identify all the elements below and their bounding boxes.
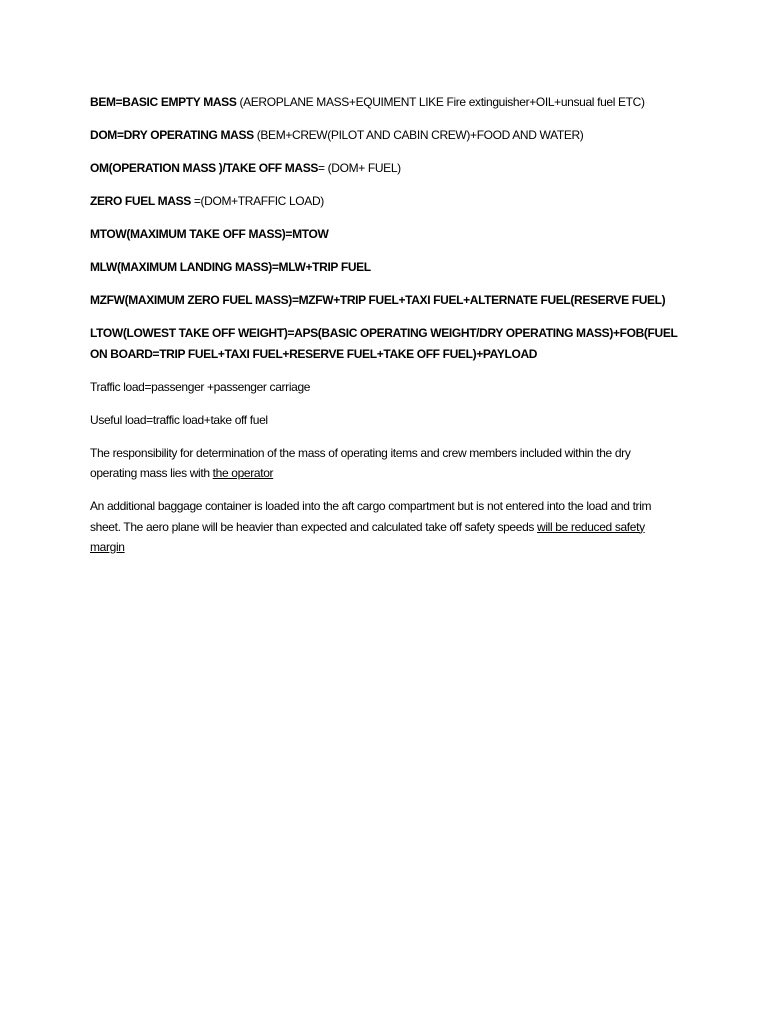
definition-term: MLW(MAXIMUM LANDING MASS)=MLW+TRIP FUEL: [90, 260, 371, 274]
definition-detail: (BEM+CREW(PILOT AND CABIN CREW)+FOOD AND WATER): [253, 128, 584, 142]
definition-dom: [90, 125, 680, 146]
definition-detail: =(DOM+TRAFFIC LOAD): [190, 194, 324, 208]
note-baggage: [90, 496, 680, 558]
definition-term: ZERO FUEL MASS: [90, 194, 191, 208]
definition-term: LTOW(LOWEST TAKE OFF WEIGHT)=APS(BASIC OPERATING WEIGHT/DRY OPERATING MASS)+FOB(FUEL ON BOARD=TRIP FUEL+TAXI FUEL+RESERVE FUEL+TAKE OFF FUEL)+PAYLOAD: [90, 326, 678, 361]
definition-term: OM(OPERATION MASS )/TAKE OFF MASS: [90, 161, 318, 175]
definition-zfm: [90, 191, 680, 212]
definition-mlw: [90, 257, 680, 278]
note-text: The responsibility for determination of the mass of operating items and crew members included within the dry operating mass lies with: [90, 445, 631, 480]
definition-term: DOM=DRY OPERATING MASS: [90, 128, 254, 142]
note-text: An additional baggage container is loaded into the aft cargo compartment but is not entered into the load and trim sheet. The aero plane will be heavier than expected and calculated take off safety speeds: [90, 499, 652, 534]
note-answer: the operator: [212, 466, 274, 480]
definition-om: [90, 158, 680, 179]
definition-detail: = (DOM+ FUEL): [318, 161, 401, 175]
definition-detail: (AEROPLANE MASS+EQUIMENT LIKE Fire extinguisher+OIL+unsual fuel ETC): [236, 95, 645, 109]
definition-bem: [90, 92, 680, 113]
definition-term: MZFW(MAXIMUM ZERO FUEL MASS)=MZFW+TRIP FUEL+TAXI FUEL+ALTERNATE FUEL(RESERVE FUEL): [90, 293, 666, 307]
document-page: [90, 92, 680, 570]
note-useful-load: Useful load=traffic load+take off fuel: [90, 412, 268, 427]
definition-term: MTOW(MAXIMUM TAKE OFF MASS)=MTOW: [90, 227, 329, 241]
note-responsibility: [90, 443, 680, 484]
definition-mtow: [90, 224, 680, 245]
definition-mzfw: [90, 290, 680, 311]
definition-ltow: [90, 323, 680, 364]
note-answer: will be reduced safety margin: [90, 519, 645, 554]
definition-term: BEM=BASIC EMPTY MASS: [90, 95, 237, 109]
note-traffic-load: Traffic load=passenger +passenger carriage: [90, 379, 311, 394]
